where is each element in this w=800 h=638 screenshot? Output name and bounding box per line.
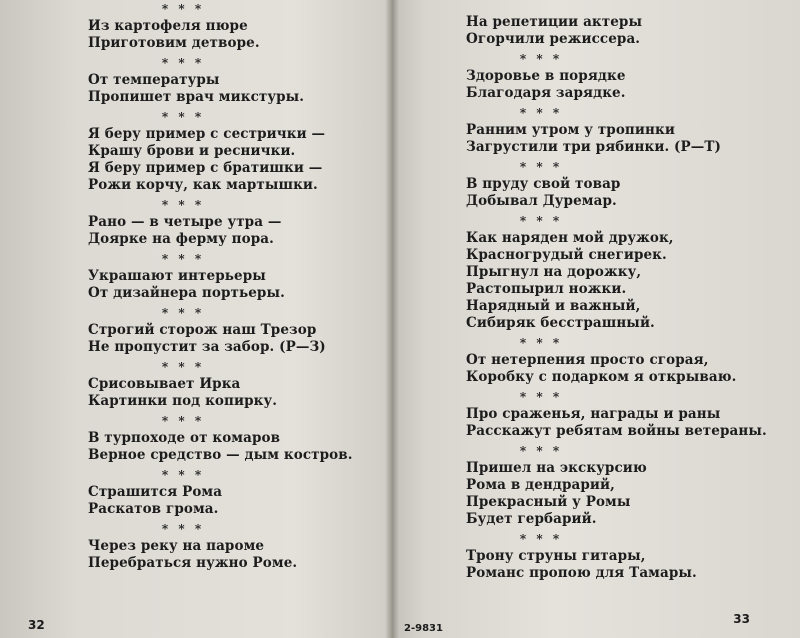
page-number-right: 33	[733, 612, 750, 626]
poem-line: Коробку с подарком я открываю.	[466, 369, 737, 385]
poem-line: Срисовывает Ирка	[88, 376, 241, 392]
left-page-column	[88, 0, 388, 572]
poem-line: Страшится Рома	[88, 484, 223, 500]
poem-stanza	[466, 230, 786, 332]
separator-stars: * * *	[519, 214, 563, 228]
poem-line: Романс пропою для Тамары.	[466, 565, 697, 581]
poem-line: Украшают интерьеры	[88, 268, 266, 284]
separator-stars: * * *	[519, 336, 563, 350]
poem-line: Через реку на пароме	[88, 538, 265, 554]
poem-stanza	[466, 14, 786, 48]
poem-line: Доярке на ферму пора.	[88, 231, 274, 247]
poem-line: Не пропустит за забор. (Р—З)	[88, 339, 326, 355]
separator-stars: * * *	[161, 468, 205, 482]
poem-stanza	[466, 122, 786, 156]
poem-stanza	[88, 430, 388, 464]
poem-line: Я беру пример с сестрички —	[88, 126, 326, 142]
page-number-left: 32	[28, 618, 45, 632]
separator-stars: * * *	[161, 56, 205, 70]
book-gutter	[385, 0, 399, 638]
separator-stars: * * *	[161, 360, 205, 374]
poem-stanza	[466, 68, 786, 102]
poem-line: Загрустили три рябинки. (Р—Т)	[466, 139, 722, 155]
poem-line: Будет гербарий.	[466, 511, 597, 527]
poem-stanza	[88, 538, 388, 572]
poem-line: Здоровье в порядке	[466, 68, 626, 84]
poem-line: Как наряден мой дружок,	[466, 230, 674, 246]
poem-line: Сибиряк бесстрашный.	[466, 315, 655, 331]
separator-stars: * * *	[161, 252, 205, 266]
poem-line: Трону струны гитары,	[466, 548, 646, 564]
poem-line: Расскажут ребятам войны ветераны.	[466, 423, 767, 439]
poem-line: Строгий сторож наш Трезор	[88, 322, 317, 338]
separator-stars: * * *	[161, 522, 205, 536]
poem-line: Прекрасный у Ромы	[466, 494, 631, 510]
poem-stanza	[88, 18, 388, 52]
poem-line: Пришел на экскурсию	[466, 460, 647, 476]
poem-line: Верное средство — дым костров.	[88, 447, 353, 463]
separator-stars: * * *	[519, 532, 563, 546]
poem-line: Рано — в четыре утра —	[88, 214, 282, 230]
poem-stanza	[466, 352, 786, 386]
poem-line: Красногрудый снегирек.	[466, 247, 667, 263]
poem-line: От дизайнера портьеры.	[88, 285, 285, 301]
poem-line: Раскатов грома.	[88, 501, 219, 517]
poem-line: Прыгнул на дорожку,	[466, 264, 642, 280]
poem-line: От температуры	[88, 72, 220, 88]
right-page-column	[466, 14, 786, 582]
separator-stars: * * *	[161, 198, 205, 212]
separator-stars: * * *	[519, 160, 563, 174]
separator-stars: * * *	[519, 390, 563, 404]
poem-line: Ранним утром у тропинки	[466, 122, 675, 138]
poem-line: Благодаря зарядке.	[466, 85, 626, 101]
separator-stars: * * *	[161, 414, 205, 428]
poem-stanza	[466, 406, 786, 440]
poem-line: В пруду свой товар	[466, 176, 621, 192]
separator-stars: * * *	[519, 106, 563, 120]
separator-stars: * * *	[519, 444, 563, 458]
poem-line: Про сраженья, награды и раны	[466, 406, 721, 422]
poem-stanza	[466, 460, 786, 528]
poem-stanza	[466, 548, 786, 582]
poem-stanza	[88, 484, 388, 518]
poem-line: Пропишет врач микстуры.	[88, 89, 305, 105]
poem-line: Перебраться нужно Роме.	[88, 555, 298, 571]
poem-line: От нетерпения просто сгорая,	[466, 352, 709, 368]
poem-line: Рома в дендрарий,	[466, 477, 615, 493]
left-page	[0, 0, 392, 638]
poem-line: Приготовим детворе.	[88, 35, 260, 51]
poem-line: Добывал Дуремар.	[466, 193, 617, 209]
poem-line: Крашу брови и реснички.	[88, 143, 296, 159]
poem-line: Из картофеля пюре	[88, 18, 248, 34]
poem-line: В турпоходе от комаров	[88, 430, 281, 446]
poem-line: На репетиции актеры	[466, 14, 643, 30]
poem-stanza	[466, 176, 786, 210]
poem-stanza	[88, 214, 388, 248]
poem-stanza	[88, 376, 388, 410]
poem-line: Растопырил ножки.	[466, 281, 627, 297]
poem-line: Я беру пример с братишки —	[88, 160, 323, 176]
poem-line: Рожи корчу, как мартышки.	[88, 177, 318, 193]
separator-stars: * * *	[161, 2, 205, 16]
separator-stars: * * *	[161, 306, 205, 320]
poem-stanza	[88, 72, 388, 106]
poem-line: Нарядный и важный,	[466, 298, 641, 314]
poem-stanza	[88, 322, 388, 356]
poem-line: Огорчили режиссера.	[466, 31, 641, 47]
poem-stanza	[88, 126, 388, 194]
right-page	[392, 0, 800, 638]
separator-stars: * * *	[161, 110, 205, 124]
poem-line: Картинки под копирку.	[88, 393, 278, 409]
imprint-code: 2-9831	[404, 623, 443, 634]
poem-stanza	[88, 268, 388, 302]
separator-stars: * * *	[519, 52, 563, 66]
